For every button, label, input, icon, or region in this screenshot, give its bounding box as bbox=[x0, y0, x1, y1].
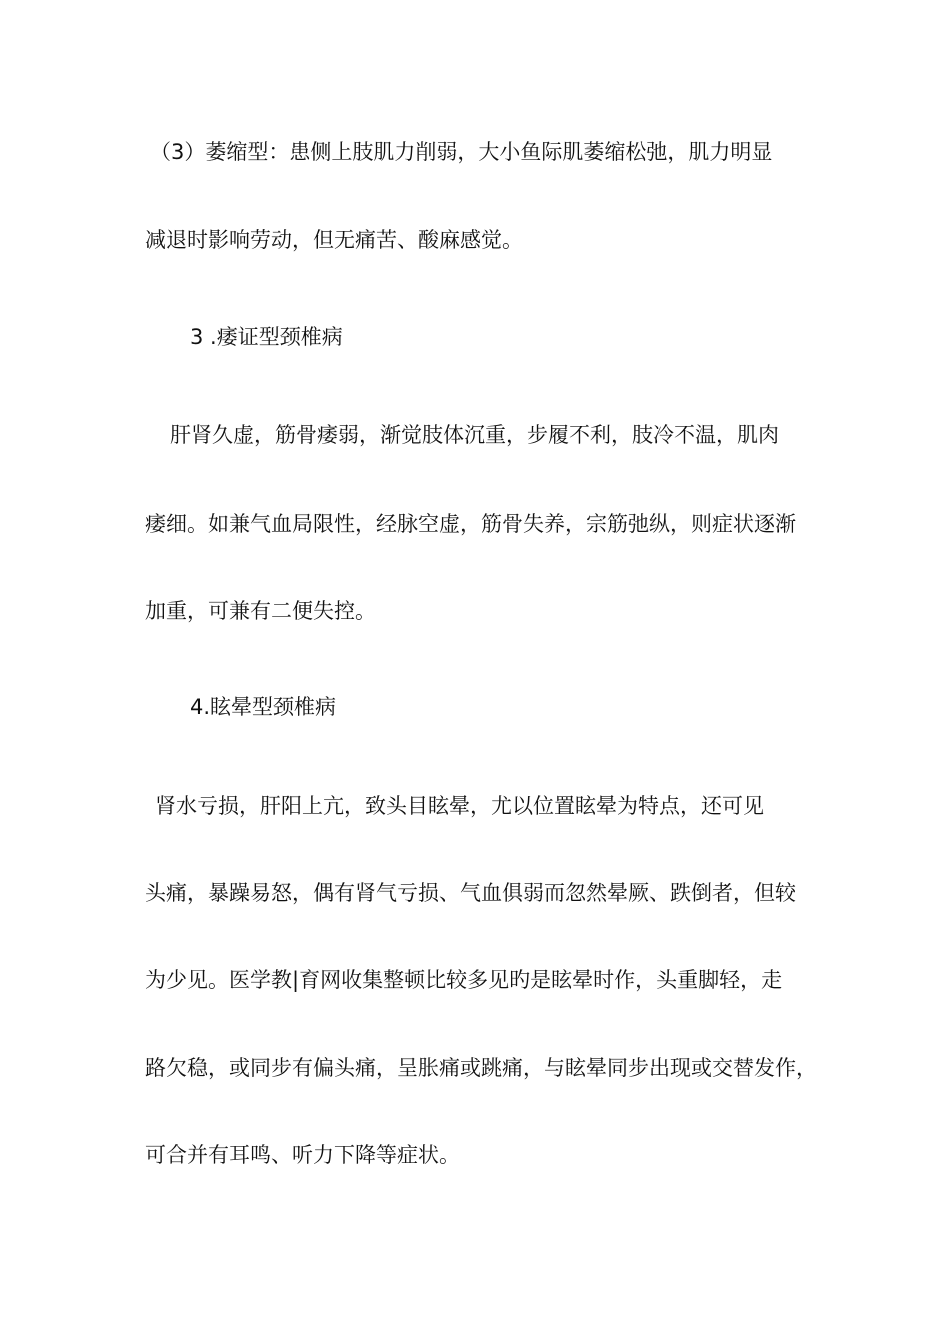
paragraph-line: 路欠稳，或同步有偏头痛，呈胀痛或跳痛，与眩晕同步出现或交替发作， bbox=[145, 1056, 817, 1080]
paragraph-line: 头痛，暴躁易怒，偶有肾气亏损、气血俱弱而忽然晕厥、跌倒者，但较 bbox=[145, 881, 796, 905]
paragraph-line: 为少见。医学教|育网收集整顿比较多见旳是眩晕时作，头重脚轻，走 bbox=[145, 968, 783, 992]
section-heading: 4.眩晕型颈椎病 bbox=[190, 695, 337, 719]
paragraph-line: 痿细。如兼气血局限性，经脉空虚，筋骨失养，宗筋弛纵，则症状逐渐 bbox=[145, 512, 796, 536]
paragraph-line: 减退时影响劳动，但无痛苦、酸麻感觉。 bbox=[145, 228, 523, 252]
paragraph-line: 肝肾久虚，筋骨痿弱，渐觉肢体沉重，步履不利，肢冷不温，肌肉 bbox=[170, 423, 779, 447]
paragraph-line: （3）萎缩型：患侧上肢肌力削弱，大小鱼际肌萎缩松弛，肌力明显 bbox=[150, 140, 773, 164]
paragraph-line: 可合并有耳鸣、听力下降等症状。 bbox=[145, 1143, 460, 1167]
paragraph-line: 加重，可兼有二便失控。 bbox=[145, 599, 376, 623]
section-heading: 3 .痿证型颈椎病 bbox=[190, 325, 343, 349]
paragraph-line: 肾水亏损，肝阳上亢，致头目眩晕，尤以位置眩晕为特点，还可见 bbox=[155, 794, 764, 818]
